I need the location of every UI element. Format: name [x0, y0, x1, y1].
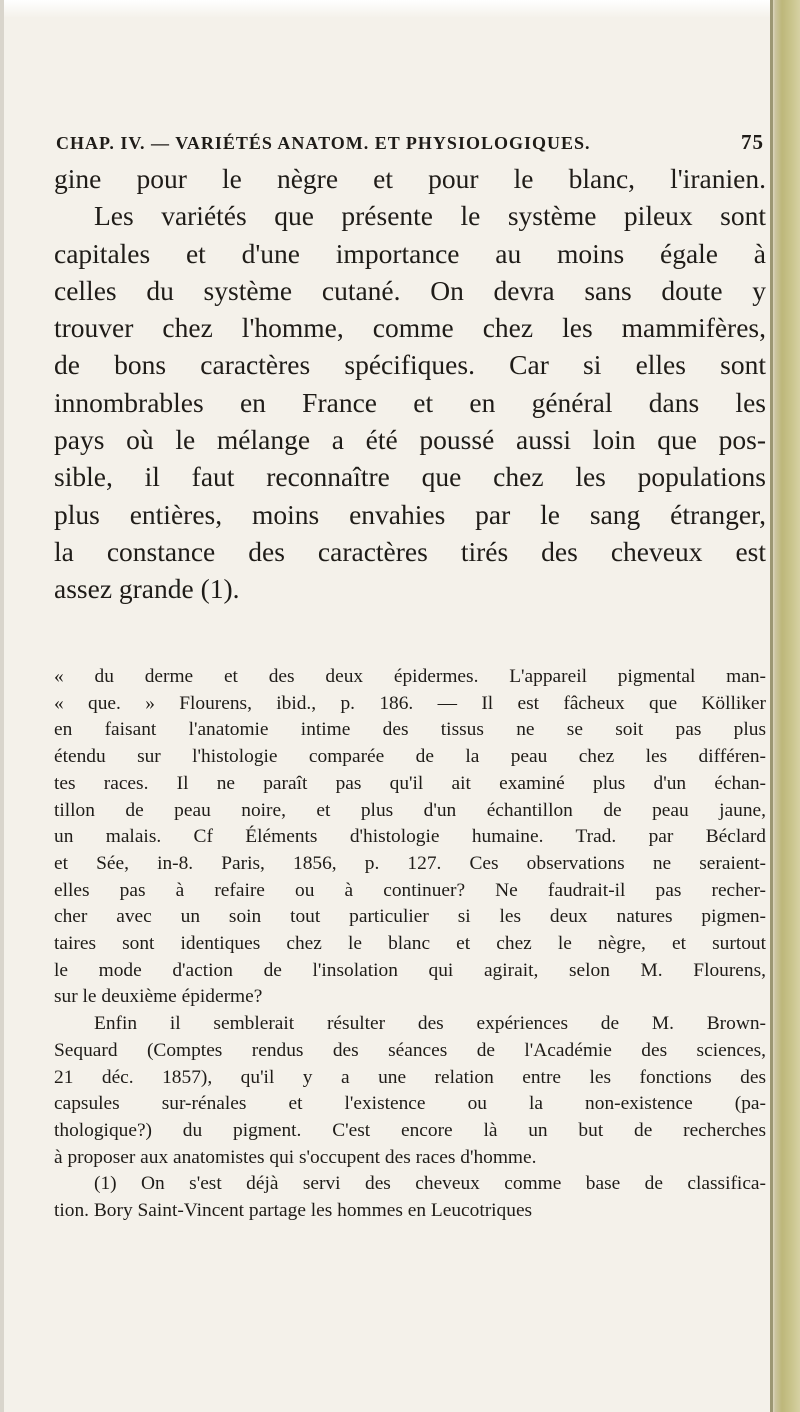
- footnote-line: capsules sur-rénales et l'existence ou la non-existence (pa-: [54, 1093, 766, 1115]
- page-right-edge: [770, 0, 800, 1412]
- body-line: gine pour le nègre et pour le blanc, l'iranien.: [54, 163, 766, 194]
- body-line: pays où le mélange a été poussé aussi loin que pos-: [54, 424, 766, 456]
- footnote-line: cher avec un soin tout particulier si les deux natures pigmen-: [54, 906, 766, 928]
- body-line: innombrables en France et en général dans les: [54, 386, 766, 418]
- body-line: assez grande (1).: [54, 573, 240, 605]
- main-text: [54, 160, 766, 608]
- running-header: [56, 130, 764, 155]
- footnote-paragraph: [54, 664, 766, 1011]
- footnote-line: thologique?) du pigment. C'est encore là un but de recherches: [54, 1119, 766, 1141]
- footnote-line: le mode d'action de l'insolation qui agirait, selon M. Flourens,: [54, 959, 766, 981]
- footnote-line: Sequard (Comptes rendus des séances de l'Académie des sciences,: [54, 1039, 766, 1061]
- footnote-line: tillon de peau noire, et plus d'un échantillon de peau jaune,: [54, 799, 766, 821]
- footnote-line: 21 déc. 1857), qu'il y a une relation entre les fonctions des: [54, 1066, 766, 1088]
- footnote-line: elles pas à refaire ou à continuer? Ne faudrait-il pas recher-: [54, 879, 766, 901]
- footnote-line: et Sée, in-8. Paris, 1856, p. 127. Ces observations ne seraient-: [54, 852, 766, 874]
- footnote-line: un malais. Cf Éléments d'histologie humaine. Trad. par Béclard: [54, 826, 766, 848]
- body-line: Les variétés que présente le système pileux sont: [94, 200, 766, 232]
- body-line: plus entières, moins envahies par le sang étranger,: [54, 498, 766, 530]
- body-line: capitales et d'une importance au moins égale à: [54, 237, 766, 269]
- body-line: celles du système cutané. On devra sans doute y: [54, 274, 766, 306]
- body-line: trouver chez l'homme, comme chez les mammifères,: [54, 312, 766, 344]
- footnote-line: « du derme et des deux épidermes. L'appareil pigmental man-: [54, 666, 766, 687]
- footnote-line: étendu sur l'histologie comparée de la peau chez les différen-: [54, 746, 766, 768]
- page-left-edge: [0, 0, 4, 1412]
- page-top-margin: [0, 0, 770, 18]
- footnotes: [54, 664, 766, 1225]
- body-line: sible, il faut reconnaître que chez les populations: [54, 461, 766, 493]
- footnote-line: tion. Bory Saint-Vincent partage les hommes en Leucotriques: [54, 1200, 533, 1222]
- footnote-paragraph: [54, 1011, 766, 1171]
- body-line: la constance des caractères tirés des cheveux est: [54, 535, 766, 567]
- body-line: de bons caractères spécifiques. Car si elles sont: [54, 349, 766, 381]
- footnote-line: (1) On s'est déjà servi des cheveux comme base de classifica-: [94, 1173, 766, 1195]
- footnote-line: Enfin il semblerait résulter des expériences de M. Brown-: [94, 1013, 766, 1035]
- footnote-paragraph: [54, 1171, 766, 1224]
- page-number: 75: [741, 130, 764, 154]
- footnote-line: tes races. Il ne paraît pas qu'il ait examiné plus d'un échan-: [54, 772, 766, 794]
- footnote-line: « que. » Flourens, ibid., p. 186. — Il est fâcheux que Kölliker: [54, 692, 766, 714]
- footnote-line: sur le deuxième épiderme?: [54, 986, 263, 1008]
- footnote-line: à proposer aux anatomistes qui s'occupent des races d'homme.: [54, 1146, 537, 1168]
- footnote-line: taires sont identiques chez le blanc et chez le nègre, et surtout: [54, 933, 766, 955]
- footnote-line: en faisant l'anatomie intime des tissus ne se soit pas plus: [54, 719, 766, 741]
- running-title: CHAP. IV. — VARIÉTÉS ANATOM. ET PHYSIOLOGIQUES.: [56, 133, 591, 153]
